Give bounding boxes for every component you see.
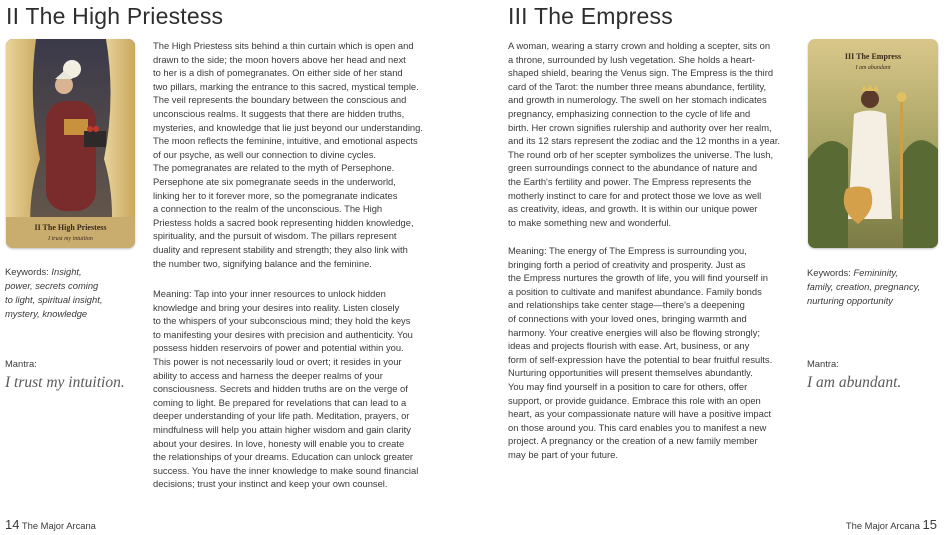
text-line: to manifesting your desires with precision and authenticity. You (153, 328, 413, 340)
text-line: to make something new and wonderful. (508, 216, 672, 228)
text-line: form of self-expression have the potential to bear fruitful results. (508, 353, 773, 365)
text-line: You may find yourself in a position to care for others, offer (508, 380, 748, 392)
text-line: the number two, signifying balance and the feminine. (153, 257, 372, 269)
mantra-label-right: Mantra: (807, 358, 839, 369)
footer-right (846, 517, 937, 532)
text-line: motherly instinct to care for and protect those we love as well (508, 189, 762, 201)
page-title-right: III The Empress (508, 3, 673, 29)
text-line: a position to cultivate and manifest abundance. Family bonds (508, 285, 762, 297)
keywords-line-2-right: family, creation, pregnancy, (807, 281, 921, 292)
text-line: drawn to the side; the moon hovers above her head and next (153, 53, 406, 65)
text-line: coming to light. Be prepared for revelations that can lead to a (153, 396, 407, 408)
text-line: of our psyche, as well our connection to divine cycles. (153, 148, 377, 160)
meaning-left (153, 287, 441, 491)
text-line: bringing forth a period of creativity and prosperity. Just as (508, 258, 746, 270)
mantra-right: I am abundant. (807, 374, 902, 391)
text-line: about your desires. In love, honesty will enable you to create (153, 437, 405, 449)
keywords-block-left (5, 265, 135, 321)
text-line: to her is a dish of pomegranates. On either side of her stand (153, 67, 403, 79)
footer-left (5, 517, 96, 532)
text-line: a connection to the realm of the unconscious. The High (153, 203, 383, 215)
keywords-line-4-left: mystery, knowledge (5, 308, 88, 319)
text-line: harmony. Your creative energies will also be flowing strongly; (508, 326, 761, 338)
page-number-right: 15 (922, 517, 937, 532)
card-name-right: III The Empress (844, 52, 902, 61)
text-line (153, 287, 441, 301)
text-line: green surroundings connect to the abundance of nature and (508, 162, 758, 174)
empress-card-image (808, 39, 938, 248)
text-line: The moon reflects the feminine, intuitive, and emotional aspects (153, 135, 418, 147)
text-line: This power is not necessarily loud or overt; it resides in your (153, 355, 402, 367)
text-line: duality and represent stability and strength; they also link with (153, 243, 408, 255)
text-line: consciousness. Secrets and hidden truths are on the verge of (153, 383, 408, 395)
keywords-label-right: Keywords: (807, 267, 851, 278)
text-line: heart, as your compassionate nature will have a positive impact (508, 408, 772, 420)
keywords-line-2-left: power, secrets coming (5, 280, 99, 291)
text-line: the relationships of your dreams. Education can unlock greater (153, 451, 414, 463)
description-right (508, 39, 793, 229)
text-line: on those around you. This card enables you to manifest a new (508, 421, 767, 433)
meaning-right (508, 244, 793, 462)
text-line: Persephone ate six pomegranate seeds in the underworld, (153, 175, 396, 187)
text-line: project. A pregnancy or the creation of a new family member (508, 435, 758, 447)
text-line: A woman, wearing a starry crown and holding a scepter, sits on (508, 40, 771, 51)
text-line: deeper understanding of your life path. Meditation, prayers, or (153, 410, 410, 422)
text-line: the Earth's fertility and power. The Empress represents the (508, 175, 752, 187)
text-line: and relationships take center stage—there's a deepening (508, 299, 745, 311)
running-head-right: The Major Arcana (845, 520, 920, 531)
meaning-text: Tap into your inner resources to unlock hidden (191, 288, 386, 299)
text-line: ideas and projects flourish with ease. Art, business, or any (508, 340, 750, 352)
text-line: linking her to it forever more, so the pomegranate indicates (153, 189, 398, 201)
mantra-label-left: Mantra: (5, 358, 37, 369)
text-line: shaped shield, bearing the Venus sign. The Empress is the third (508, 67, 774, 79)
meaning-label: Meaning: (508, 245, 547, 256)
text-line: Nurturing opportunities will present themselves abundantly. (508, 367, 753, 379)
keywords-label-left: Keywords: (5, 266, 49, 277)
description-left (153, 39, 441, 270)
keywords-line-3-left: to light, spiritual insight, (5, 294, 103, 305)
running-head-left: The Major Arcana (21, 520, 96, 531)
text-line: two pillars, marking the entrance to this sacred, mystical temple. (153, 80, 419, 92)
text-line: possess hidden reservoirs of power and potential within you. (153, 342, 404, 354)
page-number-left: 14 (5, 517, 20, 532)
text-line: The round orb of her scepter symbolizes the universe. The lush, (508, 148, 774, 160)
text-line: The High Priestess sits behind a thin curtain which is open and (153, 40, 414, 51)
text-line: support, or provide guidance. Embrace this role with an open (508, 394, 761, 406)
high-priestess-illustration (6, 39, 135, 248)
text-line: may be part of your future. (508, 448, 618, 460)
high-priestess-card-image (6, 39, 135, 248)
empress-illustration (808, 39, 938, 248)
text-line: mindfulness will help you attain higher wisdom and gain clarity (153, 423, 411, 435)
text-line: to the whispers of your subconscious mind; they hold the keys (153, 315, 411, 327)
text-line: mysteries, and knowledge that lie just beyond our understanding. (153, 121, 423, 133)
text-line (508, 244, 793, 258)
text-line: Priestess holds a sacred book representing hidden knowledge, (153, 216, 414, 228)
text-line: decisions; trust your instinct and keep your own counsel. (153, 478, 388, 490)
keywords-block-right (807, 266, 939, 308)
text-line: card of the Tarot: the number three means abundance, fertility, (508, 80, 767, 92)
meaning-text: The energy of The Empress is surrounding you, (546, 245, 747, 256)
text-line: birth. Her crown signifies rulership and authority over her realm, (508, 121, 772, 133)
text-line: the Empress nurtures the growth of life, you will find yourself in (508, 272, 769, 284)
text-line: a throne, surrounded by lush vegetation. She holds a heart- (508, 53, 756, 65)
keywords-line-1-left: Insight, (51, 266, 82, 277)
text-line: success. You have the inner knowledge to make sound financial (153, 464, 419, 476)
meaning-label: Meaning: (153, 288, 192, 299)
text-line: The pomegranates are related to the myth of Persephone. (153, 162, 395, 174)
mantra-left: I trust my intuition. (5, 374, 125, 391)
text-line: and its 12 stars represent the zodiac and the 12 months in a year. (508, 135, 781, 147)
text-line: pregnancy, emphasizing connection to the cycle of life and (508, 107, 751, 119)
text-line: unconscious realms. It suggests that there are hidden truths, (153, 107, 405, 119)
text-line: The veil represents the boundary between the conscious and (153, 94, 407, 106)
text-line: and growth in numerology. The swell on her stomach indicates (508, 94, 767, 106)
text-line: as creativity, ideas, and growth. It is within our unique power (508, 203, 758, 215)
card-subtitle-right: I am abundant (855, 65, 891, 71)
card-name-left: II The High Priestess (34, 223, 107, 232)
card-subtitle-left: I trust my intuition (48, 236, 93, 242)
text-line: of connections with your loved ones, bringing warmth and (508, 312, 747, 324)
text-line: knowledge and bring your desires into reality. Listen closely (153, 301, 400, 313)
text-line: ability to access and harness the deeper realms of your (153, 369, 383, 381)
page-title-left: II The High Priestess (6, 3, 224, 29)
keywords-line-3-right: nurturing opportunity (807, 295, 893, 306)
text-line: spirituality, and the pursuit of wisdom. The pillars represent (153, 230, 397, 242)
keywords-line-1-right: Femininity, (853, 267, 899, 278)
